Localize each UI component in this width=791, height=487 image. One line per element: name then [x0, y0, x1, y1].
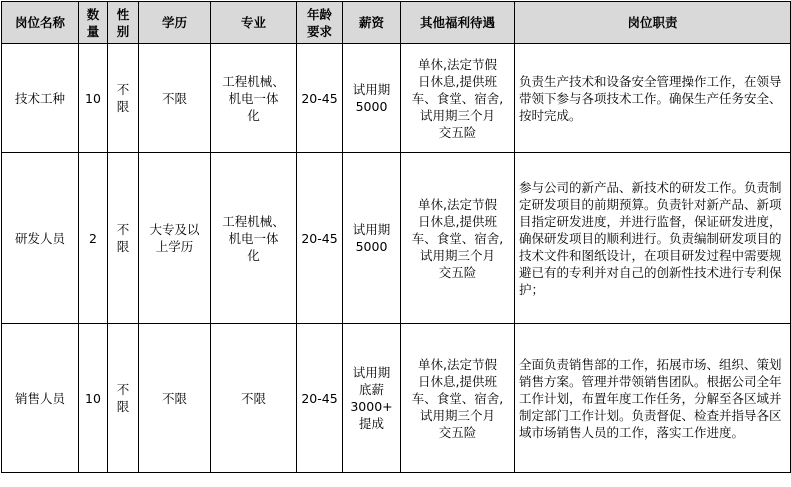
cell-duties: 参与公司的新产品、新技术的研发工作。负责制定研发项目的前期预算。负责针对新产品、新项目指定研发进度，并进行监督，保证研发进度，确保研发项目的顺利进行。负责编制研发项目的技术文件和图纸设计，在项目研发过程中需要规避已有的专利并对自己的创新性技术进行专利保护； [515, 153, 791, 324]
header-row [2, 2, 791, 44]
cell-position: 销售人员 [2, 324, 79, 473]
cell-count: 10 [79, 44, 108, 153]
header-count: 数 量 [79, 2, 108, 44]
header-education: 学历 [139, 2, 211, 44]
cell-benefits: 单休,法定节假 日休息,提供班 车、食堂、宿舍, 试用期三个月 交五险 [401, 44, 515, 153]
header-benefits: 其他福利待遇 [401, 2, 515, 44]
cell-position: 研发人员 [2, 153, 79, 324]
header-major: 专业 [211, 2, 297, 44]
cell-education: 不限 [139, 324, 211, 473]
cell-major: 不限 [211, 324, 297, 473]
job-table [1, 1, 791, 473]
header-age: 年龄 要求 [297, 2, 343, 44]
cell-age: 20-45 [297, 324, 343, 473]
cell-major: 工程机械、 机电一体 化 [211, 153, 297, 324]
header-salary: 薪资 [343, 2, 401, 44]
cell-gender: 不 限 [108, 44, 139, 153]
header-position: 岗位名称 [2, 2, 79, 44]
cell-count: 10 [79, 324, 108, 473]
cell-duties: 负责生产技术和设备安全管理操作工作，在领导带领下参与各项技术工作。确保生产任务安全、按时完成。 [515, 44, 791, 153]
cell-gender: 不 限 [108, 324, 139, 473]
cell-major: 工程机械、 机电一体 化 [211, 44, 297, 153]
cell-salary: 试用期 底薪 3000+ 提成 [343, 324, 401, 473]
cell-gender: 不 限 [108, 153, 139, 324]
cell-age: 20-45 [297, 153, 343, 324]
cell-benefits: 单休,法定节假 日休息,提供班 车、食堂、宿舍, 试用期三个月 交五险 [401, 153, 515, 324]
cell-benefits: 单休,法定节假 日休息,提供班 车、食堂、宿舍, 试用期三个月 交五险 [401, 324, 515, 473]
cell-position: 技术工种 [2, 44, 79, 153]
table-row [2, 44, 791, 153]
table-row [2, 324, 791, 473]
table-row [2, 153, 791, 324]
header-duties: 岗位职责 [515, 2, 791, 44]
cell-age: 20-45 [297, 44, 343, 153]
header-gender: 性 别 [108, 2, 139, 44]
cell-salary: 试用期 5000 [343, 153, 401, 324]
cell-education: 不限 [139, 44, 211, 153]
cell-duties: 全面负责销售部的工作，拓展市场、组织、策划销售方案。管理并带领销售团队。根据公司全年工作计划，布置年度工作任务，分解至各区域并制定部门工作计划。负责督促、检查并指导各区域市场销售人员的工作，落实工作进度。 [515, 324, 791, 473]
cell-count: 2 [79, 153, 108, 324]
cell-salary: 试用期 5000 [343, 44, 401, 153]
cell-education: 大专及以 上学历 [139, 153, 211, 324]
